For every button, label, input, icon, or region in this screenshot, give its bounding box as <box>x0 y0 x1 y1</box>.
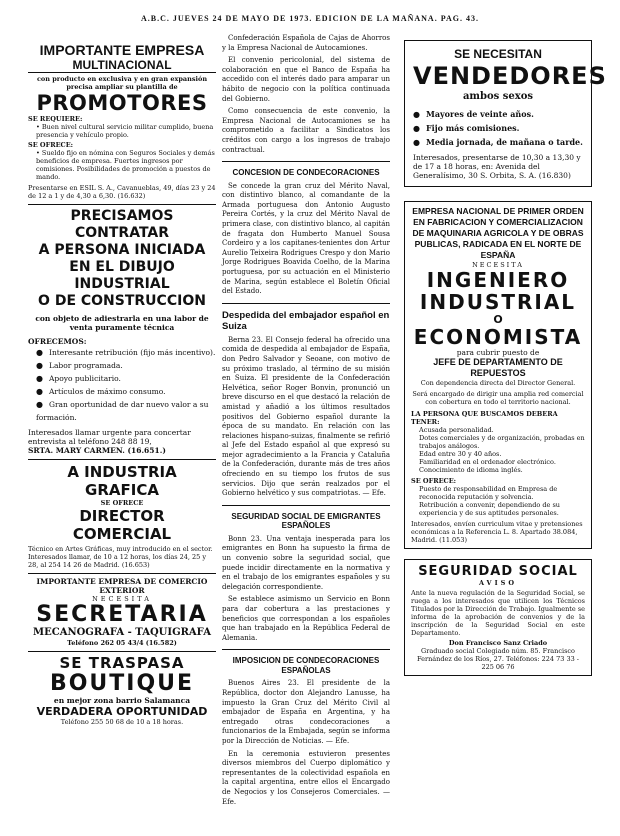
ad2-line2: A PERSONA INICIADA <box>38 242 206 258</box>
ad3-line1: A INDUSTRIA GRAFICA <box>67 463 177 499</box>
article-heading: SEGURIDAD SOCIAL DE EMIGRANTES ESPAÑOLES <box>231 511 381 531</box>
ad-industria-grafica <box>28 460 216 574</box>
r-ad1-list <box>413 107 583 149</box>
ad3-line3: DIRECTOR COMERCIAL <box>72 507 172 543</box>
r-ad2-line1: EMPRESA NACIONAL DE PRIMER ORDEN EN FABRICACION Y COMERCIALIZACION DE MAQUINARIA AGRICOLA Y DE OBRAS PUBLICAS, RADICADA EN EL NORTE DE ESPAÑA <box>412 206 584 260</box>
list-item: ● Mayores de veinte años. <box>413 107 583 121</box>
list-item: Edad entre 30 y 40 años. <box>419 450 502 458</box>
r-ad1-line3: ambos sexos <box>462 91 534 102</box>
article-paragraph: En la ceremonia estuvieron presentes diversos miembros del Cuerpo diplomático y representantes de la colectividad española en la capital argentina, entre ellos el Encargado de Negocios y los Consejeros Comerciales. — Efe. <box>222 749 390 806</box>
r-ad2-req-head: LA PERSONA QUE BUSCAMOS DEBERA TENER: <box>411 410 558 426</box>
ad2-line1: PRECISAMOS CONTRATAR <box>70 208 174 241</box>
ad5-line1: SE TRASPASA <box>59 654 185 672</box>
ad-dibujo-industrial <box>28 205 216 460</box>
ad5-line4: VERDADERA OPORTUNIDAD <box>36 705 208 718</box>
middle-column <box>222 34 390 810</box>
list-item: Retribución a convenir, dependiendo de su experiencia y de sus aptitudes personales. <box>419 501 560 517</box>
r-ad2-line5: O <box>493 313 503 326</box>
list-item: ● Interesante retribución (fijo más incentivo). <box>36 346 216 359</box>
ad-ingeniero <box>404 201 592 549</box>
divider <box>222 303 390 304</box>
article-heading: CONCESION DE CONDECORACIONES <box>232 168 380 178</box>
list-item: Puesto de responsabilidad en Empresa de reconocida reputación y solvencia. <box>419 485 558 501</box>
ad4-line4: MECANOGRAFA - TAQUIGRAFA <box>33 627 211 638</box>
r-ad2-line3: INGENIERO <box>426 268 570 292</box>
ad1-req-head: SE REQUIERE: <box>28 115 83 123</box>
list-item: Conocimiento de idioma inglés. <box>419 466 523 474</box>
article-paragraph: El convenio pericolonial, del sistema de colaboración en que el Banco de España ha accedido con el interés dado para amparar un hábito de negocio con la política continuada del Gobierno. <box>222 56 390 103</box>
ad3-line4: Técnico en Artes Gráficas, muy introducido en el sector. Interesados llamar, de 10 a 12 horas, los días 24, 25 y 28, al 254 14 26 de Madrid. (16.653) <box>28 545 213 569</box>
ad2-line4: O DE CONSTRUCCION <box>38 293 206 309</box>
r-ad3-line2: AVISO <box>478 579 517 587</box>
article-paragraph: Berna 23. El Consejo federal ha ofrecido una comida de despedida al embajador de España, don Pedro Salvador y Seoane, con motivo de su próximo traslado, al término de su misión en Suiza. El presidente de la Confederación Helvética, señor Roger Bonvin, pronunció un breve discurso en el que destacó la relación de amistad y añadió a los últimos resultados positivos del Gobierno español durante la época de su mandato. En relación con las relaciones hispano-suizas, finalmente se refirió al Jefe del Estado español al que expresó su mejor agradecimiento a la Francia y Cataluña de la Confederación, durante más de tres años ofreciendo en su tiempo los frutos de sus servicios. Dijo que serán realzados por el Gobierno helvético y sus compatriotas. — Efe. <box>222 335 390 498</box>
ad3-line2: SE OFRECE <box>100 499 144 507</box>
r-ad3-line3: Ante la nueva regulación de la Seguridad Social, se ruega a los interesados que utilicen los Técnicos Titulados por la Dirección de Trabajo. Igualmente se informa de la aprobación de convenios y de la inscripción de la Seguridad Social en este Departamento. <box>411 589 585 637</box>
divider <box>222 505 390 506</box>
list-item: ● Artículos de máximo consumo. <box>36 385 216 398</box>
ad-vendedores <box>404 40 607 187</box>
ad4-line3: SECRETARIA <box>36 602 208 627</box>
ad4-line5: Teléfono 262 05 43/4 (16.582) <box>67 639 177 647</box>
r-ad1-contact: Interesados, presentarse de 10,30 a 13,30 y de 17 a 18 horas, en: Avenida del Generalísimo, 30 S. Orbita, S. A. (16.830) <box>413 153 581 180</box>
article-paragraph: Bonn 23. Una ventaja inesperada para los emigrantes en Bonn ha supuesto la firma de un convenio sobre la seguridad social, que puede incidir directamente en la normativa y en el trabajo de los emigrantes españoles y su delegación correspondiente. <box>222 534 390 591</box>
divider <box>222 649 390 650</box>
article-paragraph: Se concede la gran cruz del Mérito Naval, con distintivo blanco, al comandante de la Armada portuguesa don Antonio Augusto Pereira Cortés, y la cruz del Mérito Naval de primera clase, con distintivo blanco, al capitán de fragata don Humberto Manuel Sousa Cordeiro y a los capitanes-tenientes don Artur Aurelio Teixeira Rodrigues Crespo y don Mario Jorge Rodrigues Boavida Coelho, de la Marina portuguesa, por su actuación en el Ministerio de Marina, según establece el Boletín Oficial del Estado. <box>222 181 390 296</box>
list-item: ● Labor programada. <box>36 359 216 372</box>
r-ad2-line7: para cubrir puesto de <box>456 348 540 357</box>
page-header: A.B.C. JUEVES 24 DE MAYO DE 1973. EDICION DE LA MAÑANA. PAG. 43. <box>140 14 480 23</box>
r-ad2-line4: INDUSTRIAL <box>419 290 577 314</box>
ad2-offer-list <box>28 346 216 424</box>
list-item: ● Apoyo publicitario. <box>36 372 216 385</box>
article-paragraph: Buenos Aires 23. El presidente de la República, doctor don Alejandro Lanusse, ha impuesto la Gran Cruz del Mérito Civil al embajador de España en Argentina, y ha entregado otras condecoraciones a funcionarios de la Embajada, según se informa por la Dirección de Noticias. — Efe. <box>222 679 390 745</box>
r-ad1-line1: SE NECESITAN <box>454 47 542 61</box>
ad2-line5: con objeto de adiestrarla en una labor de venta puramente técnica <box>35 314 209 332</box>
r-ad2-line6: ECONOMISTA <box>413 325 583 349</box>
ad5-line5: Teléfono 255 50 68 de 10 a 18 horas. <box>60 718 184 726</box>
list-item: Familiaridad en el ordenador electrónico. <box>419 458 556 466</box>
ad4-line1: IMPORTANTE EMPRESA DE COMERCIO EXTERIOR <box>36 577 208 595</box>
r-ad2-offer-list <box>411 485 585 517</box>
r-ad2-line2: NECESITA <box>472 261 524 269</box>
ad1-line1: IMPORTANTE EMPRESA <box>39 42 205 58</box>
article-paragraph: Confederación Española de Cajas de Ahorros y la Empresa Nacional de Autocamiones. <box>222 34 390 52</box>
r-ad2-line10: Será encargado de dirigir una amplia red comercial con cobertura en todo el territorio nacional. <box>412 390 584 406</box>
r-ad1-line2: VENDEDORES <box>413 62 607 90</box>
list-item: Acusada personalidad. <box>419 426 494 434</box>
ad1-offer-head: SE OFRECE: <box>28 141 74 149</box>
r-ad2-line9: Con dependencia directa del Director General. <box>420 379 576 387</box>
ad5-line2: BOUTIQUE <box>49 671 195 696</box>
divider <box>222 161 390 162</box>
ad4-line2: NECESITA <box>92 595 152 603</box>
list-item: ● Gran oportunidad de dar nuevo valor a su formación. <box>36 398 216 424</box>
right-column <box>404 40 607 676</box>
ad2-contact1: Interesados llamar urgente para concertar entrevista al teléfono 248 88 19, <box>28 428 191 446</box>
r-ad2-req-list <box>411 426 585 474</box>
r-ad2-offer-head: SE OFRECE: <box>411 477 457 485</box>
list-item: ● Fijo más comisiones. <box>413 121 583 135</box>
r-ad2-contact: Interesados, envíen curriculum vitae y pretensiones económicas a la Referencia L. 8. Apartado 38.084, Madrid. (11.053) <box>411 520 583 544</box>
list-item: Dotes comerciales y de organización, probadas en trabajos análogos. <box>419 434 585 450</box>
ad2-contact2: SRTA. MARY CARMEN. (16.651.) <box>28 446 166 455</box>
article-paragraph: Como consecuencia de este convenio, la Empresa Nacional de Autocamiones se ha comprometido a facilitar a Sindicatos los créditos con cargo a los ingresos de trabajo contractual. <box>222 107 390 154</box>
ad2-line3: EN EL DIBUJO INDUSTRIAL <box>69 259 175 292</box>
ad-seguridad-social <box>404 559 592 676</box>
ad-boutique <box>28 652 216 730</box>
r-ad2-line8: JEFE DE DEPARTAMENTO DE REPUESTOS <box>433 357 563 378</box>
ad2-offer-head: OFRECEMOS: <box>28 337 87 346</box>
ad-promotores <box>28 40 216 205</box>
r-ad3-line1: SEGURIDAD SOCIAL <box>418 564 578 579</box>
left-column <box>28 40 216 730</box>
article-heading: Despedida del embajador español en Suiza <box>222 309 390 332</box>
list-item: ● Media jornada, de mañana o tarde. <box>413 135 583 149</box>
ad1-line3: con producto en exclusiva y en gran expansión precisa ampliar su plantilla de <box>36 75 208 91</box>
article-paragraph: Se establece asimismo un Servicio en Bonn para dar cobertura a las prestaciones y beneficios que correspondan a los españoles que han trabajado en la República Federal de Alemania. <box>222 595 390 642</box>
ad1-req: • Buen nivel cultural servicio militar cumplido, buena presencia y vehículo propio. <box>36 123 214 139</box>
ad5-line3: en mejor zona barrio Salamanca <box>53 696 191 705</box>
article-heading: IMPOSICION DE CONDECORACIONES ESPAÑOLAS <box>232 656 380 675</box>
ad1-big: PROMOTORES <box>36 91 208 115</box>
ad1-offer: • Sueldo fijo en nómina con Seguros Sociales y demás beneficios de empresa. Fuertes ingresos por comisiones. Posibilidades de promoción a puestos de mando. <box>36 149 215 181</box>
r-ad3-line4: Don Francisco Sanz Criado <box>448 639 548 647</box>
ad-secretaria <box>28 574 216 652</box>
ad1-line2: MULTINACIONAL <box>28 58 216 73</box>
ad1-contact: Presentarse en ESIL S. A., Cavanueblas, 49, días 23 y 24 de 12 a 1 y de 4,30 a 6,30. (16.632) <box>28 184 216 200</box>
r-ad3-line5: Graduado social Colegiado núm. 85. Francisco Fernández de los Ríos, 27. Teléfonos: 224 73 33 - 225 06 76 <box>416 647 580 671</box>
